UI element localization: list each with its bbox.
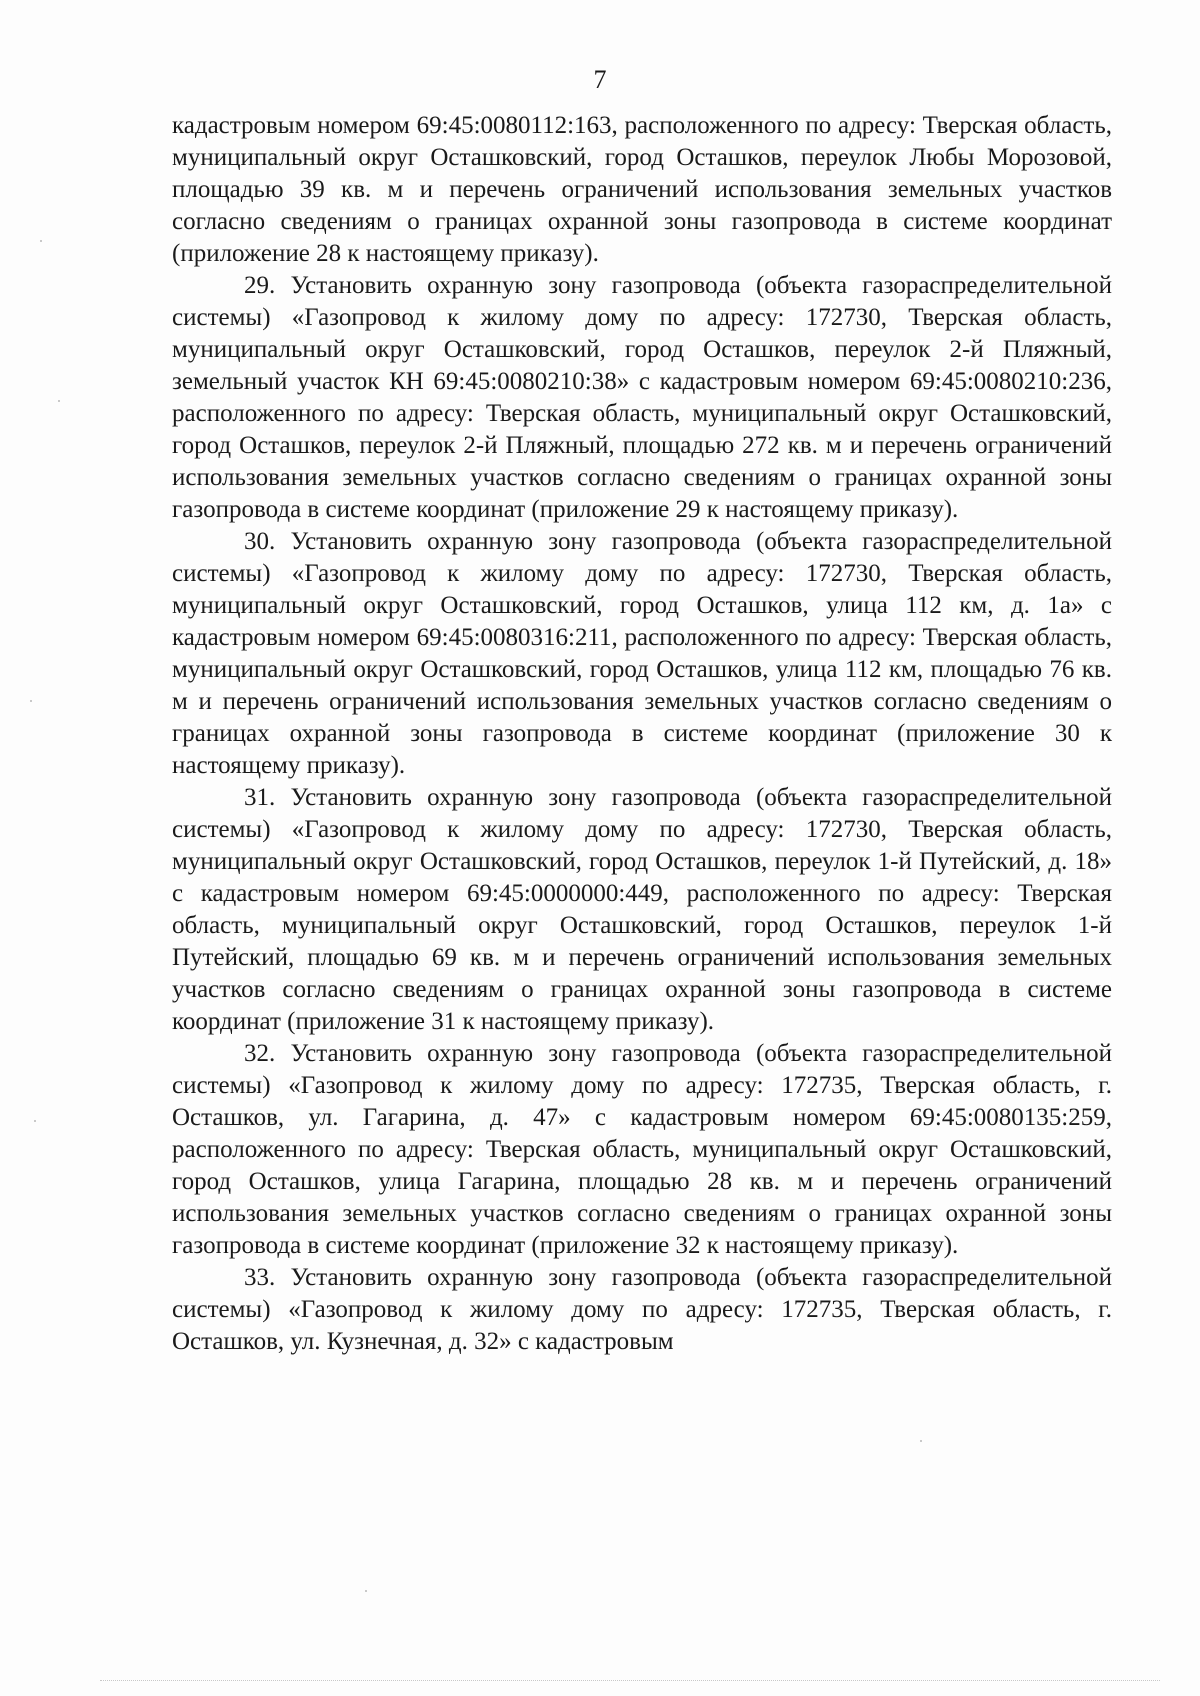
scan-speck: [920, 1440, 922, 1442]
scan-speck: [40, 240, 42, 242]
paragraph-29: 29. Установить охранную зону газопровода (объекта газораспределительной системы) «Газопровод к жилому дому по адресу: 172730, Тверская область, муниципальный округ Осташковский, город Осташков, переулок 2-й Пляжный, земельный участок КН 69:45:0080210:38» с кадастровым номером 69:45:0080210:236, расположенного по адресу: Тверская область, муниципальный округ Осташковский, город Осташков, переулок 2-й Пляжный, площадью 272 кв. м и перечень ограничений использования земельных участков согласно сведениям о границах охранной зоны газопровода в системе координат (приложение 29 к настоящему приказу).: [172, 272, 1112, 523]
paragraph-31: 31. Установить охранную зону газопровода (объекта газораспределительной системы) «Газопровод к жилому дому по адресу: 172730, Тверская область, муниципальный округ Осташковский, город Осташков, переулок 1-й Путейский, д. 18» с кадастровым номером 69:45:0000000:449, расположенного по адресу: Тверская область, муниципальный округ Осташковский, город Осташков, переулок 1-й Путейский, площадью 69 кв. м и перечень ограничений использования земельных участков согласно сведениям о границах охранной зоны газопровода в системе координат (приложение 31 к настоящему приказу).: [172, 784, 1112, 1035]
scan-speck: [34, 1120, 36, 1122]
scan-speck: [58, 400, 60, 402]
scan-speck: [365, 1590, 367, 1592]
paragraph-continuation-28: кадастровым номером 69:45:0080112:163, расположенного по адресу: Тверская область, муниципальный округ Осташковский, город Осташков, переулок Любы Морозовой, площадью 39 кв. м и перечень ограничений использования земельных участков согласно сведениям о границах охранной зоны газопровода в системе координат (приложение 28 к настоящему приказу).: [172, 112, 1112, 267]
paragraph-33: 33. Установить охранную зону газопровода (объекта газораспределительной системы) «Газопровод к жилому дому по адресу: 172735, Тверская область, г. Осташков, ул. Кузнечная, д. 32» с кадастровым: [172, 1264, 1112, 1355]
paragraph-32: 32. Установить охранную зону газопровода (объекта газораспределительной системы) «Газопровод к жилому дому по адресу: 172735, Тверская область, г. Осташков, ул. Гагарина, д. 47» с кадастровым номером 69:45:0080135:259, расположенного по адресу: Тверская область, муниципальный округ Осташковский, город Осташков, улица Гагарина, площадью 28 кв. м и перечень ограничений использования земельных участков согласно сведениям о границах охранной зоны газопровода в системе координат (приложение 32 к настоящему приказу).: [172, 1040, 1112, 1259]
paragraph-30: 30. Установить охранную зону газопровода (объекта газораспределительной системы) «Газопровод к жилому дому по адресу: 172730, Тверская область, муниципальный округ Осташковский, город Осташков, улица 112 км, д. 1а» с кадастровым номером 69:45:0080316:211, расположенного по адресу: Тверская область, муниципальный округ Осташковский, город Осташков, улица 112 км, площадью 76 кв. м и перечень ограничений использования земельных участков согласно сведениям о границах охранной зоны газопровода в системе координат (приложение 30 к настоящему приказу).: [172, 528, 1112, 779]
scan-edge-noise: [100, 1680, 1160, 1682]
page-number: 7: [593, 65, 607, 94]
scan-speck: [30, 700, 32, 702]
document-body: [172, 110, 1112, 1358]
